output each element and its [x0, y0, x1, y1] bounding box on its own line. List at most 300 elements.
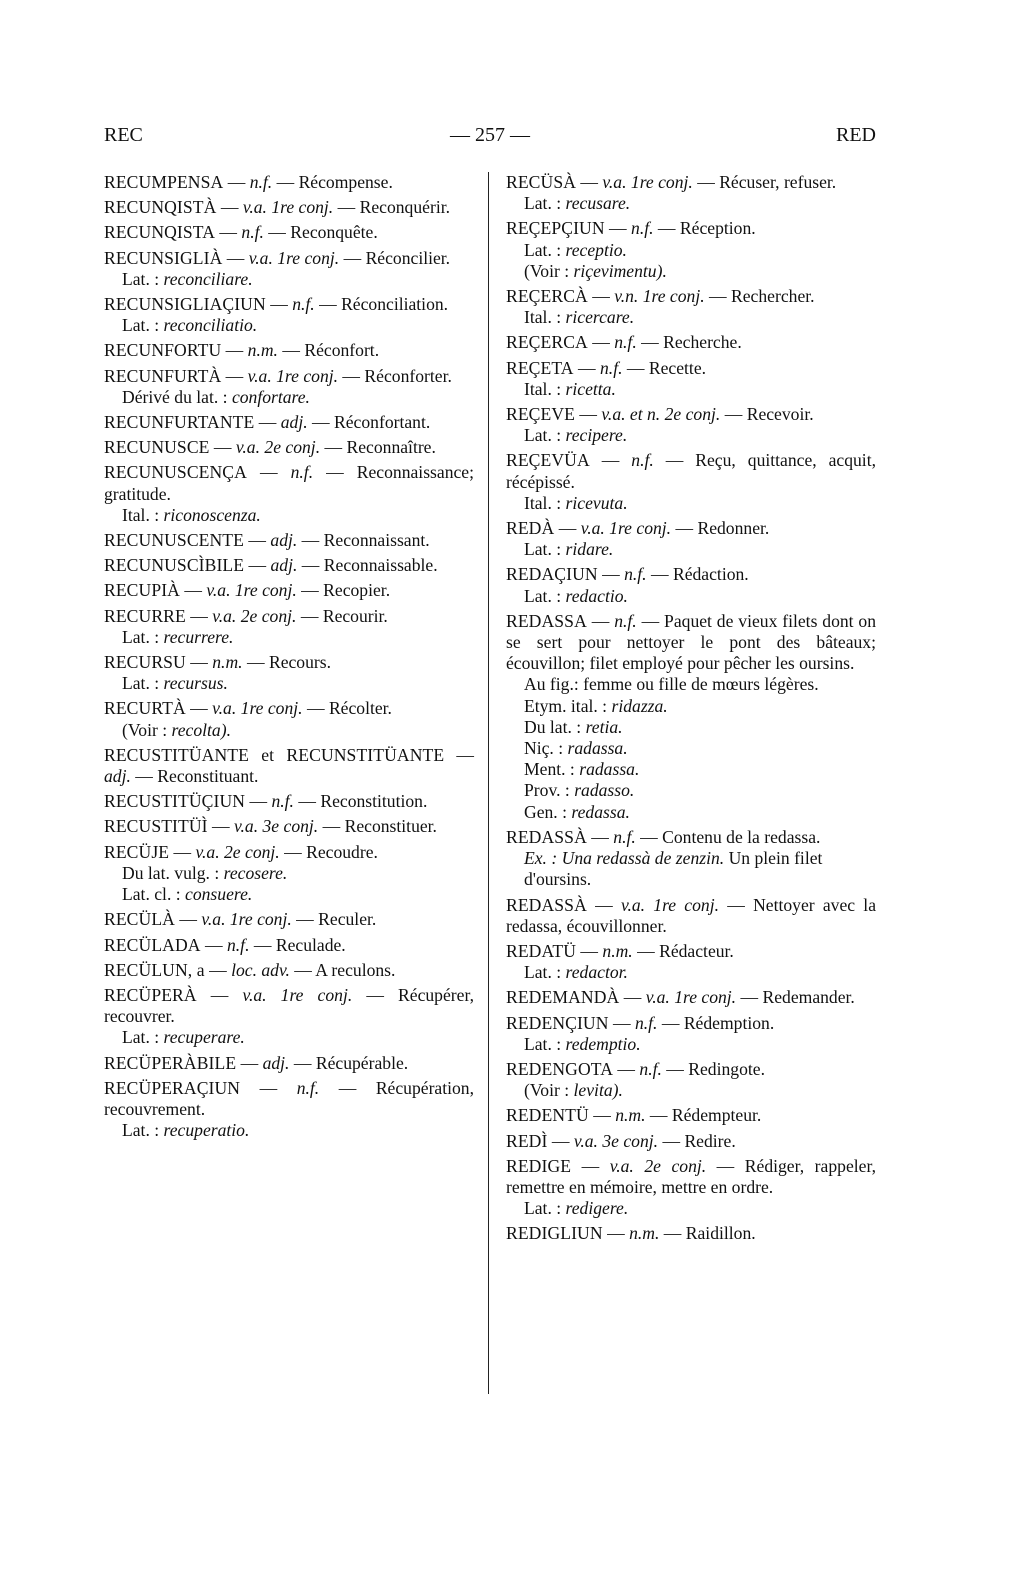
dictionary-entry — [104, 842, 474, 906]
entry-translation: Reculer. — [318, 909, 377, 930]
dictionary-entry — [104, 580, 474, 601]
entry-headword: RECÜPERAÇIUN — [104, 1077, 241, 1098]
entry-translation: Redonner. — [697, 518, 770, 539]
entry-main: RECUPIÀ — v.a. 1re conj. — Recopier. — [104, 580, 391, 601]
dictionary-entry — [104, 248, 474, 290]
entry-main: RECUSTITÜÇIUN — n.f. — Reconstitution. — [104, 791, 428, 812]
entry-grammar: v.a. 1re conj. — [201, 909, 292, 930]
entry-main: RECURRE — v.a. 2e conj. — Recourir. — [104, 605, 388, 626]
entry-main: RECÜPERAÇIUN — n.f. — Récupération, recouvrement. — [104, 1077, 475, 1119]
entry-etymology — [506, 802, 876, 823]
entry-headword: RECÜJE — [104, 841, 170, 862]
entry-grammar: n.f. — [226, 934, 250, 955]
entry-etymology — [506, 1034, 876, 1055]
etymology-label: Etym. ital. : — [524, 695, 608, 716]
etymology-label: (Voir : — [122, 719, 168, 740]
entry-main: REDENÇIUN — n.f. — Rédemption. — [506, 1012, 775, 1033]
etymology-value: redigere. — [565, 1198, 629, 1219]
entry-translation: Redingote. — [688, 1058, 765, 1079]
dictionary-entry — [104, 935, 474, 956]
entry-grammar: n.m. — [247, 340, 278, 361]
dictionary-entry — [104, 437, 474, 458]
entry-grammar: n.f. — [639, 1058, 662, 1079]
entry-main: REDIGE — v.a. 2e conj. — Rédiger, rappeler, remettre en mémoire, mettre en ordre. — [506, 1155, 877, 1197]
entry-translation: Reconstituer. — [344, 816, 437, 837]
left-column — [104, 172, 474, 1145]
entry-main: RECUNFURTÀ — v.a. 1re conj. — Réconforter. — [104, 365, 452, 386]
dictionary-entry — [506, 518, 876, 560]
etymology-label: Ital. : — [524, 378, 562, 399]
entry-headword: RECUNUSCÌBILE — [104, 555, 245, 576]
entry-etymology — [104, 863, 474, 884]
dictionary-entry — [104, 294, 474, 336]
entry-grammar: v.a. 1re conj. — [206, 580, 297, 601]
entry-headword: REÇETA — [506, 357, 574, 378]
etymology-label: Ital. : — [122, 504, 160, 525]
entry-etymology — [104, 627, 474, 648]
etymology-value: recosere. — [223, 862, 288, 883]
entry-headword: RECUNFURTÀ — [104, 365, 222, 386]
entry-main: RECÜJE — v.a. 2e conj. — Recoudre. — [104, 841, 378, 862]
entry-translation: Reconnaissance; gratitude. — [104, 462, 474, 504]
entry-headword: REDASSA — [506, 610, 587, 631]
entry-headword: RECUNQISTÀ — [104, 197, 217, 218]
etymology-label: Au fig.: — [524, 674, 579, 695]
entry-headword: REDENGOTA — [506, 1058, 613, 1079]
entry-etymology — [506, 193, 876, 214]
entry-main: RECUNUSCENÇA — n.f. — Reconnaissance; gratitude. — [104, 462, 474, 504]
entry-headword: REÇEVÜA — [506, 450, 590, 471]
entry-headword: REÇEPÇIUN — [506, 218, 605, 239]
entry-translation: Paquet de vieux filets dont on se sert pour nettoyer le pont des bâteaux; écouvillon; filet employé pour pêcher les oursins. — [506, 610, 877, 674]
entry-translation: Reconnaissable. — [323, 555, 438, 576]
entry-headword: REÇERCA — [506, 332, 588, 353]
etymology-label: Du lat. vulg. : — [122, 862, 220, 883]
etymology-label: Lat. : — [122, 626, 160, 647]
entry-headword: RECUNSIGLIÀ — [104, 247, 223, 268]
entry-headword: REDÌ — [506, 1130, 548, 1151]
etymology-value: reconciliatio. — [163, 315, 258, 336]
dictionary-entry — [506, 1131, 876, 1152]
etymology-value: redactio. — [565, 585, 628, 606]
dictionary-entry — [104, 1078, 474, 1142]
etymology-value: redemptio. — [565, 1033, 641, 1054]
entry-main: REÇERCA — n.f. — Recherche. — [506, 332, 742, 353]
dictionary-entry — [506, 404, 876, 446]
entry-headword: REDAÇIUN — [506, 564, 598, 585]
etymology-label: Lat. : — [122, 1027, 160, 1048]
entry-etymology — [506, 759, 876, 780]
etymology-value: recuperatio. — [163, 1120, 250, 1141]
entry-grammar: n.f. — [613, 826, 636, 847]
entry-headword: RECUNSIGLIAÇIUN — [104, 294, 266, 315]
entry-main: RECUSTITÜÌ — v.a. 3e conj. — Reconstituer. — [104, 816, 437, 837]
dictionary-entry — [506, 941, 876, 983]
entry-grammar: v.a. 1re conj. — [242, 197, 334, 218]
etymology-label: Du lat. : — [524, 716, 582, 737]
entry-etymology — [104, 387, 474, 408]
entry-grammar: n.m. — [615, 1105, 646, 1126]
entry-headword: REDEMANDÀ — [506, 987, 620, 1008]
entry-translation: Récompense. — [298, 172, 393, 192]
entry-grammar: v.a. 2e conj. — [609, 1155, 707, 1176]
entry-grammar: n.m. — [212, 652, 243, 673]
entry-grammar: n.f. — [290, 462, 314, 483]
entry-headword: RECUSTITÜÇIUN — [104, 791, 246, 812]
etymology-value: consuere. — [185, 884, 253, 905]
dictionary-entry — [506, 172, 876, 214]
entry-main: REDASSA — n.f. — Paquet de vieux filets dont on se sert pour nettoyer le pont des bâteaux; écouvillon; filet employé pour pêcher les oursins. — [506, 610, 877, 674]
entry-main: REDENGOTA — n.f. — Redingote. — [506, 1058, 765, 1079]
page-number: — 257 — — [450, 124, 530, 146]
dictionary-entry — [506, 987, 876, 1008]
entry-translation: Récolter. — [328, 698, 392, 719]
dictionary-entry — [104, 791, 474, 812]
entry-etymology — [506, 493, 876, 514]
entry-translation: Reconstituant. — [157, 766, 259, 787]
entry-headword: RECUNFORTU — [104, 340, 222, 361]
entry-headword: RECÜLUN, a — [104, 959, 205, 980]
dictionary-entry — [506, 564, 876, 606]
entry-headword: RECÜLÀ — [104, 909, 175, 930]
entry-main: RECUNQISTÀ — v.a. 1re conj. — Reconquérir. — [104, 197, 450, 218]
entry-headword: RECUSTITÜÌ — [104, 816, 208, 837]
entry-main: RECÜSÀ — v.a. 1re conj. — Récuser, refuser. — [506, 172, 837, 192]
entry-main: RECUNFURTANTE — adj. — Réconfortant. — [104, 412, 431, 433]
entry-etymology — [506, 539, 876, 560]
entry-main: REÇEVE — v.a. et n. 2e conj. — Recevoir. — [506, 404, 814, 425]
entry-translation: Réconfort. — [304, 340, 380, 361]
dictionary-entry — [104, 606, 474, 648]
entry-headword: RECURSU — [104, 652, 186, 673]
entry-grammar: adj. — [104, 766, 131, 787]
entry-etymology — [506, 1080, 876, 1101]
etymology-label: Lat. : — [524, 1198, 562, 1219]
etymology-value: ridazza. — [611, 695, 668, 716]
etymology-value: redactor. — [565, 962, 628, 983]
entry-main: REDIGLIUN — n.m. — Raidillon. — [506, 1223, 756, 1244]
etymology-label: Ital. : — [524, 492, 562, 513]
etymology-value: ridare. — [565, 539, 614, 560]
entry-translation: Raidillon. — [685, 1223, 756, 1244]
entry-grammar: n.f. — [631, 450, 654, 471]
etymology-value: ricercare. — [565, 307, 635, 328]
etymology-value: redassa. — [571, 801, 630, 822]
entry-main: REDATÜ — n.m. — Rédacteur. — [506, 940, 734, 961]
entry-grammar: v.a. et n. 2e conj. — [601, 404, 721, 425]
entry-etymology — [104, 720, 474, 741]
entry-translation: Récuser, refuser. — [719, 172, 837, 192]
etymology-label: Ex. : Una redassà de zenzin. — [524, 848, 725, 869]
entry-main: RECUNSIGLIÀ — v.a. 1re conj. — Réconcilier. — [104, 247, 451, 268]
entry-grammar: n.f. — [241, 222, 264, 243]
entry-translation: Réconfortant. — [334, 412, 431, 433]
entry-translation: Recherche. — [663, 332, 742, 353]
entry-translation: Redire. — [684, 1130, 736, 1151]
entry-main: RECUNQISTA — n.f. — Reconquête. — [104, 222, 378, 243]
entry-translation: Réconforter. — [364, 365, 452, 386]
entry-etymology — [506, 674, 876, 695]
entry-main: REDÀ — v.a. 1re conj. — Redonner. — [506, 518, 770, 539]
entry-grammar: v.a. 1re conj. — [602, 172, 693, 192]
entry-grammar: v.a. 3e conj. — [573, 1130, 659, 1151]
etymology-value: ricevuta. — [565, 492, 628, 513]
entry-grammar: v.a. 1re conj. — [248, 247, 340, 268]
entry-main: RECUNSIGLIAÇIUN — n.f. — Réconciliation. — [104, 294, 449, 315]
entry-grammar: v.a. 3e conj. — [234, 816, 319, 837]
dictionary-entry — [506, 895, 876, 937]
entry-headword: RECÜPERÀBILE — [104, 1052, 237, 1073]
etymology-label: Niç. : — [524, 738, 564, 759]
dictionary-entry — [104, 530, 474, 551]
etymology-label: Lat. : — [524, 425, 562, 446]
etymology-label: Lat. : — [122, 315, 160, 336]
entry-translation: Reçu, quittance, acquit, récépissé. — [506, 450, 876, 492]
entry-etymology — [104, 1120, 474, 1141]
entry-translation: Reconnaître. — [346, 437, 436, 458]
entry-grammar: n.f. — [614, 332, 637, 353]
etymology-label: Ital. : — [524, 307, 562, 328]
entry-main: REÇEVÜA — n.f. — Reçu, quittance, acquit, récépissé. — [506, 450, 876, 492]
entry-translation: A reculons. — [315, 959, 396, 980]
entry-translation: Reconstitution. — [320, 791, 428, 812]
entry-headword: RECUMPENSA — [104, 172, 224, 192]
dictionary-entry — [104, 340, 474, 361]
entry-etymology — [506, 379, 876, 400]
entry-translation: Réception. — [679, 218, 756, 239]
entry-etymology — [506, 240, 876, 261]
dictionary-entry — [506, 358, 876, 400]
etymology-label: Gen. : — [524, 801, 567, 822]
entry-grammar: n.f. — [249, 172, 273, 192]
entry-headword: RECUNQISTA — [104, 222, 216, 243]
etymology-value: radassa. — [567, 738, 628, 759]
etymology-label: Lat. : — [524, 193, 562, 214]
entry-grammar: v.a. 2e conj. — [195, 841, 280, 862]
entry-translation: Reconquête. — [290, 222, 378, 243]
etymology-value: reconciliare. — [163, 268, 253, 289]
entry-main: RECURTÀ — v.a. 1re conj. — Récolter. — [104, 698, 392, 719]
entry-main: RECÜLUN, a — loc. adv. — A reculons. — [104, 959, 396, 980]
dictionary-entry — [506, 1013, 876, 1055]
dictionary-entry — [104, 960, 474, 981]
entry-grammar: v.a. 1re conj. — [620, 894, 719, 915]
entry-main: REÇEPÇIUN — n.f. — Réception. — [506, 218, 756, 239]
entry-main: REÇETA — n.f. — Recette. — [506, 357, 707, 378]
etymology-label: Lat. : — [122, 268, 160, 289]
entry-translation: Recevoir. — [746, 404, 814, 425]
entry-grammar: v.a. 1re conj. — [247, 365, 339, 386]
entry-headword: REÇERCÀ — [506, 286, 588, 307]
entry-headword: REDASSÀ — [506, 826, 587, 847]
entry-grammar: adj. — [262, 1052, 290, 1073]
etymology-label: Ment. : — [524, 759, 575, 780]
entry-headword: REDENTÜ — [506, 1105, 589, 1126]
dictionary-entry — [104, 366, 474, 408]
etymology-value: radassa. — [579, 759, 640, 780]
dictionary-entry — [104, 412, 474, 433]
entry-main: REDASSÀ — n.f. — Contenu de la redassa. — [506, 826, 821, 847]
etymology-value: retia. — [585, 716, 623, 737]
dictionary-entry — [506, 1156, 876, 1220]
etymology-value: recusare. — [565, 193, 631, 214]
header-left-guideword: REC — [104, 124, 143, 146]
dictionary-entry — [506, 827, 876, 891]
entry-main: RECÜPERÀ — v.a. 1re conj. — Récupérer, recouvrer. — [104, 984, 475, 1027]
etymology-value: recipere. — [565, 425, 628, 446]
entry-etymology — [506, 717, 876, 738]
entry-headword: REDATÜ — [506, 940, 576, 961]
entry-translation: Rédiger, rappeler, remettre en mémoire, mettre en ordre. — [506, 1155, 877, 1197]
entry-headword: RECUNUSCE — [104, 437, 210, 458]
entry-main: RECÜLADA — n.f. — Reculade. — [104, 934, 346, 955]
etymology-value: recurrere. — [163, 626, 234, 647]
etymology-label: Lat. : — [524, 585, 562, 606]
entry-grammar: adj. — [270, 555, 298, 576]
etymology-value: confortare. — [231, 386, 310, 407]
entry-grammar: v.a. 1re conj. — [242, 984, 353, 1005]
header-right-guideword: RED — [836, 124, 876, 146]
entry-etymology — [104, 1027, 474, 1048]
entry-main: RECUNUSCE — v.a. 2e conj. — Reconnaître. — [104, 437, 436, 458]
entry-grammar: n.f. — [634, 1012, 658, 1033]
entry-translation: Rédempteur. — [671, 1105, 762, 1126]
entry-etymology — [104, 884, 474, 905]
etymology-value: riçevimentu). — [573, 260, 667, 281]
entry-etymology — [104, 673, 474, 694]
etymology-label: Lat. : — [524, 1033, 562, 1054]
entry-grammar: v.n. 1re conj. — [614, 286, 705, 307]
entry-translation: Récupération, recouvrement. — [104, 1077, 475, 1119]
entry-translation: Rédacteur. — [659, 940, 734, 961]
entry-translation: Rechercher. — [731, 286, 815, 307]
entry-translation: Réconcilier. — [365, 247, 451, 268]
entry-main: REDAÇIUN — n.f. — Rédaction. — [506, 564, 749, 585]
entry-main: RECUNUSCENTE — adj. — Reconnaissant. — [104, 530, 430, 551]
etymology-label: Lat. : — [524, 962, 562, 983]
dictionary-entry — [104, 222, 474, 243]
entry-grammar: n.f. — [614, 610, 637, 631]
entry-main: RECUMPENSA — n.f. — Récompense. — [104, 172, 393, 192]
entry-etymology — [506, 738, 876, 759]
entry-etymology — [104, 505, 474, 526]
entry-grammar: adj. — [270, 530, 298, 551]
etymology-value: riconoscenza. — [163, 504, 261, 525]
entry-etymology — [506, 848, 876, 890]
dictionary-entry — [506, 1105, 876, 1126]
entry-translation: Recoudre. — [306, 841, 378, 862]
entry-etymology — [506, 696, 876, 717]
etymology-label: Prov. : — [524, 780, 570, 801]
entry-headword: RECURTÀ — [104, 698, 186, 719]
entry-translation: Récupérer, recouvrer. — [104, 984, 475, 1027]
entry-translation: Reculade. — [275, 934, 346, 955]
entry-headword: RECUNUSCENÇA — [104, 462, 247, 483]
entry-headword: RECUPIÀ — [104, 580, 180, 601]
entry-etymology — [506, 962, 876, 983]
entry-grammar: v.a. 1re conj. — [645, 987, 737, 1008]
entry-etymology — [506, 425, 876, 446]
dictionary-entry — [506, 286, 876, 328]
entry-headword: REDIGLIUN — [506, 1223, 603, 1244]
right-column — [506, 172, 876, 1249]
etymology-label: Lat. cl. : — [122, 884, 181, 905]
entry-main: RECUNFORTU — n.m. — Réconfort. — [104, 340, 380, 361]
entry-translation: Recours. — [268, 652, 332, 673]
etymology-value: radasso. — [574, 780, 635, 801]
etymology-value: receptio. — [565, 239, 627, 260]
dictionary-entry — [104, 462, 474, 526]
entry-headword: RECÜPERÀ — [104, 984, 197, 1005]
entry-translation: Redemander. — [762, 987, 855, 1008]
dictionary-entry — [506, 218, 876, 282]
entry-headword: RECÜSÀ — [506, 172, 577, 192]
dictionary-entry — [506, 1223, 876, 1244]
entry-translation: Recopier. — [323, 580, 391, 601]
page-header — [104, 124, 876, 158]
dictionary-entry — [104, 985, 474, 1049]
entry-grammar: n.f. — [624, 564, 647, 585]
dictionary-entry — [104, 1053, 474, 1074]
entry-translation: Reconnaissant. — [323, 530, 430, 551]
entry-main: RECURSU — n.m. — Recours. — [104, 652, 332, 673]
dictionary-entry — [104, 816, 474, 837]
entry-headword: RECUSTITÜANTE et RECUNSTITÜANTE — [104, 744, 445, 765]
entry-main: REDENTÜ — n.m. — Rédempteur. — [506, 1105, 762, 1126]
dictionary-entry — [506, 332, 876, 353]
etymology-label: Lat. : — [524, 239, 562, 260]
etymology-label: (Voir : — [524, 1080, 570, 1101]
entry-translation: Récupérable. — [315, 1052, 409, 1073]
entry-headword: REDIGE — [506, 1155, 572, 1176]
entry-translation: Réconciliation. — [341, 294, 449, 315]
entry-translation: Rédaction. — [672, 564, 749, 585]
entry-etymology — [506, 780, 876, 801]
entry-headword: RECUNFURTANTE — [104, 412, 255, 433]
entry-grammar: n.f. — [296, 1077, 320, 1098]
etymology-value: recursus. — [163, 673, 228, 694]
entry-headword: REDÀ — [506, 518, 555, 539]
etymology-label: Dérivé du lat. : — [122, 386, 228, 407]
entry-grammar: v.a. 2e conj. — [212, 605, 297, 626]
entry-main: REDASSÀ — v.a. 1re conj. — Nettoyer avec la redassa, écouvillonner. — [506, 894, 877, 936]
entry-grammar: n.f. — [292, 294, 315, 315]
etymology-label: (Voir : — [524, 260, 570, 281]
etymology-value: levita). — [573, 1080, 623, 1101]
etymology-value: ricetta. — [565, 378, 616, 399]
entry-etymology — [506, 1198, 876, 1219]
dictionary-entry — [506, 450, 876, 514]
entry-headword: REDASSÀ — [506, 894, 587, 915]
entry-main: RECÜLÀ — v.a. 1re conj. — Reculer. — [104, 909, 377, 930]
entry-grammar: n.f. — [600, 357, 623, 378]
entry-grammar: v.a. 1re conj. — [580, 518, 672, 539]
etymology-value: recuperare. — [163, 1027, 245, 1048]
entry-translation: Recourir. — [322, 605, 388, 626]
entry-translation: Reconquérir. — [359, 197, 450, 218]
etymology-value: femme ou fille de mœurs légères. — [583, 674, 819, 695]
etymology-label: Lat. : — [122, 1120, 160, 1141]
etymology-value: recolta). — [171, 719, 231, 740]
dictionary-entry — [104, 172, 474, 193]
entry-main: REDÌ — v.a. 3e conj. — Redire. — [506, 1130, 736, 1151]
entry-grammar: n.f. — [271, 791, 294, 812]
entry-headword: RECURRE — [104, 605, 186, 626]
etymology-label: Lat. : — [122, 673, 160, 694]
entry-etymology — [506, 307, 876, 328]
entry-etymology — [506, 586, 876, 607]
entry-main: REDEMANDÀ — v.a. 1re conj. — Redemander. — [506, 987, 855, 1008]
